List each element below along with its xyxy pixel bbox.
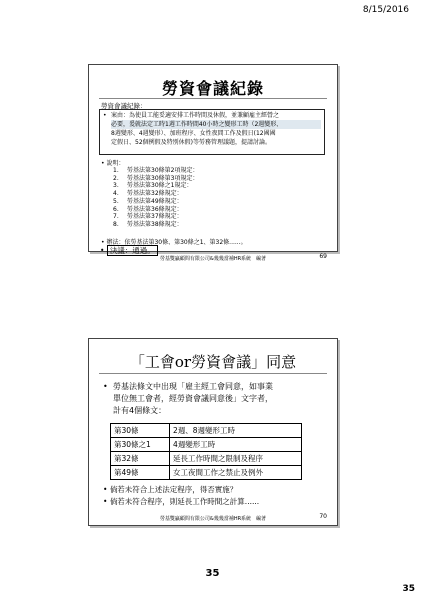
title-divider	[99, 98, 327, 99]
list-item: 1. 勞基法第30條第2項規定：	[113, 167, 199, 174]
slide-number: 70	[319, 513, 327, 520]
decision: • 決議：通過。	[100, 245, 158, 256]
list-item: 3. 勞基法第30條之1規定：	[113, 182, 193, 190]
slide-footer: 勞基雙贏顧問有限公司&幾幾當補HR系統 編著	[159, 516, 267, 522]
slide-title: 「工會or勞資會議」同意	[129, 353, 297, 371]
print-date: 8/15/2016	[362, 5, 409, 15]
table-row: 第32條 延長工作時間之限制及程序	[111, 452, 302, 466]
list-item: 6. 勞基法第36條規定：	[113, 205, 183, 213]
question-bullet: • 倘若未符合上述法定程序，得否實施？	[103, 485, 238, 494]
bullet-icon: •	[103, 382, 108, 391]
list-item: 2. 勞基法第30條第3項規定：	[113, 174, 199, 182]
slide-footer: 勞基雙贏顧問有限公司&幾幾當補HR系統 編著	[159, 256, 267, 262]
list-item: 7. 勞基法第37條規定：	[113, 213, 183, 221]
article-list	[113, 167, 198, 229]
case-line: 8週變形、4週變形）、加班程序、女性夜間工作及假日(12國國	[111, 130, 276, 137]
article-table	[110, 423, 302, 480]
method-note: • 辦法：依勞基法第30條、第30條之1、第32條......。	[101, 239, 247, 246]
intro-paragraph: • 勞基法條文中出現「雇主經工會同意，如事業 單位無工會者，經勞資會議同意後」文字者， 計有4個條文：	[103, 382, 273, 415]
table-row: 第49條 女工夜間工作之禁止及例外	[111, 466, 302, 480]
slide-70	[88, 338, 338, 526]
table-row: 第30條之1 4週變形工時	[111, 438, 302, 452]
title-divider	[99, 373, 327, 374]
case-box	[99, 109, 325, 155]
page-number-corner: 35	[402, 584, 415, 594]
case-line: 必要，爰就法定工時1週工作時間40小時之變形工時（2週變形、	[111, 120, 321, 129]
list-item: 4. 勞基法第32條規定：	[113, 190, 183, 198]
slide-subheading: 勞資會議紀錄：	[101, 102, 147, 110]
slide-69	[88, 64, 338, 262]
list-item: 5. 勞基法第49條規定：	[113, 197, 183, 205]
list-item: 8. 勞基法第38條規定：	[113, 220, 183, 228]
bullet-icon: •	[103, 112, 107, 119]
table-row: 第30條 2週、8週變形工時	[111, 424, 302, 438]
page-number: 35	[205, 568, 220, 579]
case-line: 案由：為使員工能妥適安排工作時間及休假，並兼顧雇主經營之	[111, 112, 280, 119]
explain-label: • 說明：	[101, 160, 125, 167]
case-line: 定假日、52個例假及特別休假)等勞務管理議題，提請討論。	[111, 139, 271, 146]
question-bullet: • 倘若未符合程序，則延長工作時間之計算......	[103, 497, 260, 506]
slide-title: 勞資會議紀錄	[161, 79, 264, 98]
slide-number: 69	[319, 253, 327, 260]
